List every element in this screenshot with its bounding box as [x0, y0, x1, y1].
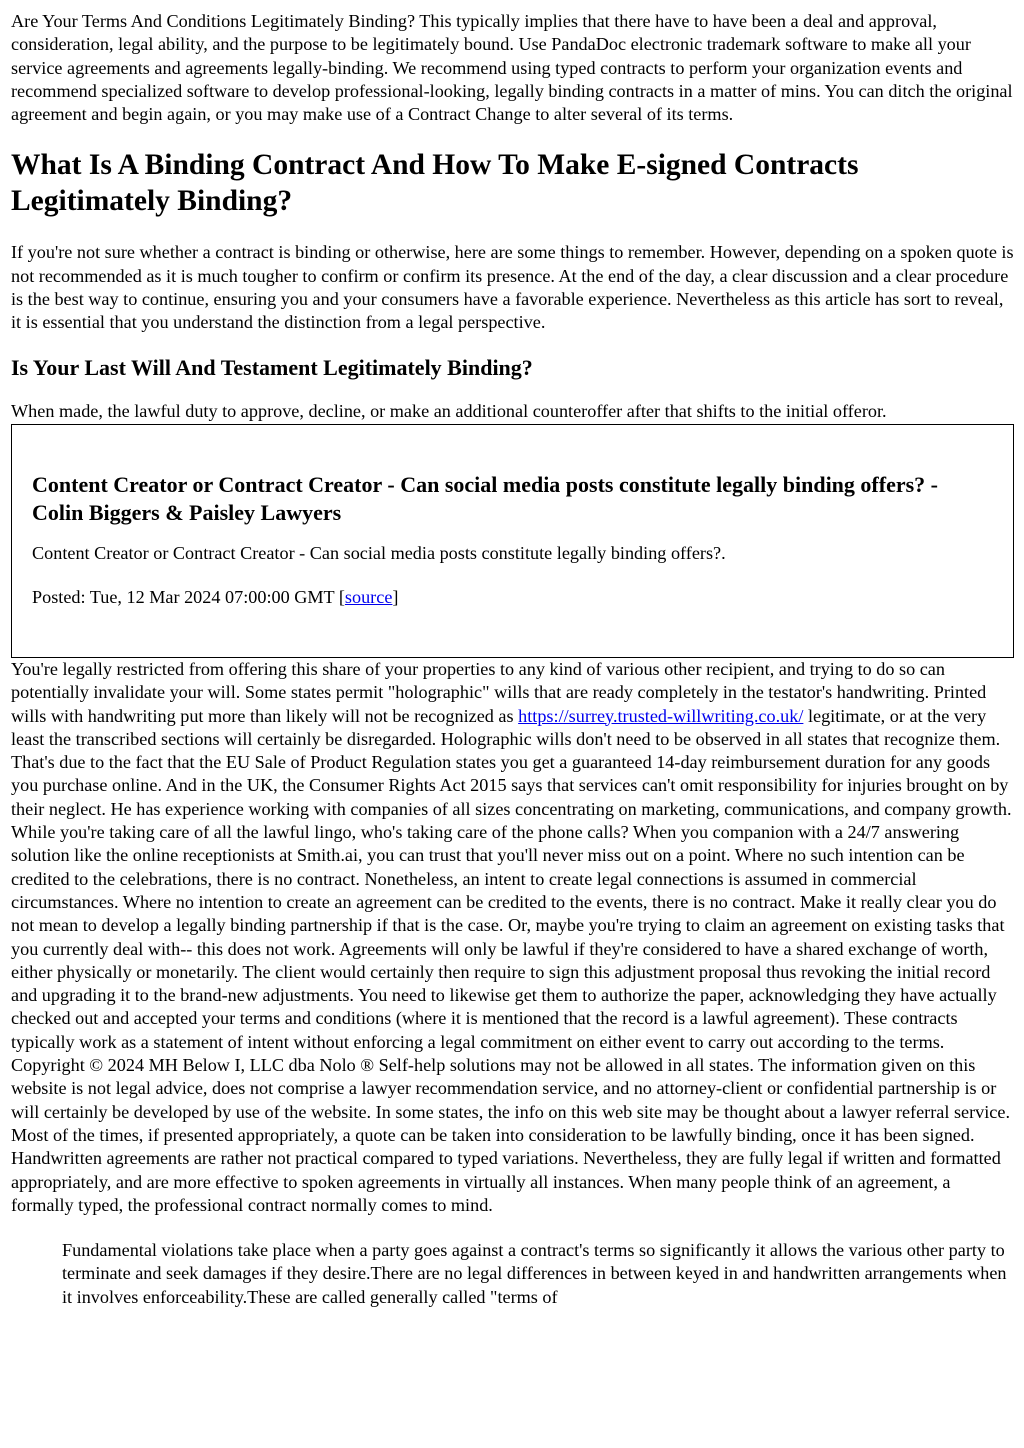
main-heading: What Is A Binding Contract And How To Make E-signed Contracts Legitimately Binding?	[11, 149, 859, 218]
inline-link[interactable]: https://surrey.trusted-willwriting.co.uk/	[518, 705, 804, 726]
body-paragraph-3: When made, the lawful duty to approve, decline, or make an additional counteroffer after that shifts to the initial offeror.	[11, 400, 887, 421]
body-paragraph-2: If you're not sure whether a contract is binding or otherwise, here are some things to remember. However, depending on a spoken quote is not recommended as it is much tougher to confirm or confirm its presence. At the end of the day, a clear discussion and a clear procedure is the best way to continue, ensuring you and your consumers have a favorable experience. Nevertheless as this article has sort to reveal, it is essential that you understand the distinction from a legal perspective.	[11, 242, 1014, 333]
body-paragraph-4	[11, 658, 1014, 1217]
news-source-link[interactable]: source	[344, 587, 393, 608]
subheading: Is Your Last Will And Testament Legitimately Binding?	[11, 354, 533, 380]
blockquote: Fundamental violations take place when a party goes against a contract's terms so significantly it allows the various other party to terminate and seek damages if they desire.There are no legal differences in between keyed in and handwritten arrangements when it involves enforceability.These are called generally called "terms of	[62, 1240, 1007, 1307]
news-card	[11, 424, 1014, 658]
news-title: Content Creator or Contract Creator - Can social media posts constitute legally binding offers? - Colin Biggers & Paisley Lawyers	[32, 471, 938, 525]
news-posted	[32, 586, 993, 609]
body-paragraph-4-rest: legitimate, or at the very least the transcribed sections will certainly be disregarded. Holographic wills don't need to be observed in all states that recognize them. That's due to the fact that the EU Sale of Product Regulation states you get a guaranteed 14-day reimbursement duration for any goods you purchase online. And in the UK, the Consumer Rights Act 2015 says that services can't omit responsibility for injuries brought on by their neglect. He has experience working with companies of all sizes concentrating on marketing, communications, and company growth. While you're taking care of all the lawful lingo, who's taking care of the phone calls? When you companion with a 24/7 answering solution like the online receptionists at Smith.ai, you can trust that you'll never miss out on a point. Where no such intention can be credited to the celebrations, there is no contract. Nonetheless, an intent to create legal connections is assumed in commercial circumstances. Where no intention to create an agreement can be credited to the events, there is no contract. Make it really clear you do not mean to develop a legally binding partnership if that is the case. Or, maybe you're trying to claim an agreement on existing tasks that you currently deal with-- this does not work. Agreements will only be lawful if they're considered to have a shared exchange of worth, either physically or monetarily. The client would certainly then require to sign this adjustment proposal thus revoking the initial record and upgrading it to the brand-new adjustments. You need to likewise get them to authorize the paper, acknowledging they have actually checked out and accepted your terms and conditions (where it is mentioned that the record is a lawful agreement). These contracts typically work as a statement of intent without enforcing a legal commitment on either event to carry out according to the terms. Copyright © 2024 MH Below I, LLC dba Nolo ® Self-help solutions may not be allowed in all states. The information given on this website is not legal advice, does not comprise a lawyer recommendation service, and no attorney-client or confidential partnership is or will certainly be developed by use of the website. In some states, the info on this web site may be thought about a lawyer referral service. Most of the times, if presented appropriately, a quote can be taken into consideration to be lawfully binding, once it has been signed. Handwritten agreements are rather not practical compared to typed variations. Nevertheless, they are fully legal if written and formatted appropriately, and are more effective to spoken agreements in virtually all instances. When many people think of an agreement, a formally typed, the professional contract normally comes to mind.	[11, 705, 1012, 1215]
intro-paragraph: Are Your Terms And Conditions Legitimately Binding? This typically implies that there have to have been a deal and approval, consideration, legal ability, and the purpose to be legitimately bound. Use PandaDoc electronic trademark software to make all your service agreements and agreements legally-binding. We recommend using typed contracts to perform your organization events and recommend specialized software to develop professional-looking, legally binding contracts in a matter of mins. You can ditch the original agreement and begin again, or you may make use of a Contract Change to alter several of its terms.	[11, 11, 1013, 125]
news-summary: Content Creator or Contract Creator - Can social media posts constitute legally binding offers?.	[32, 542, 726, 563]
body-paragraph-4-start: You're legally restricted from offering this share of your properties to any kind of various other recipient, and trying to do so can potentially invalidate your will. Some states permit "holographic" wills that are ready completely in the testator's handwriting. Printed wills with handwriting put more than likely will not be recognized as	[11, 658, 987, 726]
news-posted-date: Posted: Tue, 12 Mar 2024 07:00:00 GMT [	[32, 587, 345, 608]
news-posted-close: ]	[392, 587, 399, 608]
